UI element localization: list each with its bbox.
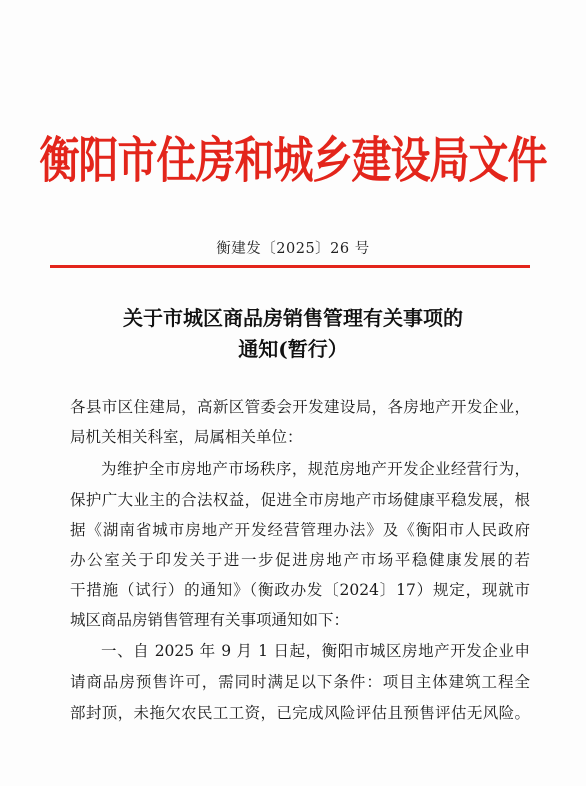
paragraph-1-line-5: 干措施（试行）的通知》（衡政办发〔2024〕17）规定，现就市 bbox=[70, 581, 530, 599]
paragraph-2-line-1: 一、自 2025 年 9 月 1 日起，衡阳市城区房地产开发企业申 bbox=[101, 642, 530, 660]
recipients-line-1: 各县市区住建局，高新区管委会开发建设局，各房地产开发企业， bbox=[70, 398, 530, 416]
document-title-line-1: 关于市城区商品房销售管理有关事项的 bbox=[123, 306, 463, 330]
document-title-line-2: 通知(暂行） bbox=[238, 337, 348, 361]
paragraph-1-line-4: 办公室关于印发关于进一步促进房地产市场平稳健康发展的若 bbox=[70, 551, 530, 569]
paragraph-1-line-1: 为维护全市房地产市场秩序，规范房地产开发企业经营行为， bbox=[101, 460, 530, 478]
paragraph-1-line-6: 城区商品房销售管理有关事项通知如下： bbox=[70, 611, 350, 629]
document-number: 衡建发〔2025〕26 号 bbox=[216, 241, 370, 257]
paragraph-1-line-2: 保护广大业主的合法权益，促进全市房地产市场健康平稳发展，根 bbox=[70, 491, 530, 509]
paragraph-1-line-3: 据《湖南省城市房地产开发经营管理办法》及《衡阳市人民政府 bbox=[70, 521, 530, 539]
paragraph-2-line-3: 部封顶，未拖欠农民工工资，已完成风险评估且预售评估无风险。 bbox=[70, 704, 530, 722]
paragraph-2-line-2: 请商品房预售许可，需同时满足以下条件：项目主体建筑工程全 bbox=[70, 673, 530, 691]
recipients-line-2: 局机关相关科室，局属相关单位： bbox=[70, 428, 303, 446]
red-divider-rule bbox=[50, 265, 530, 268]
issuer-masthead: 衡阳市住房和城乡建设局文件 bbox=[39, 131, 547, 190]
